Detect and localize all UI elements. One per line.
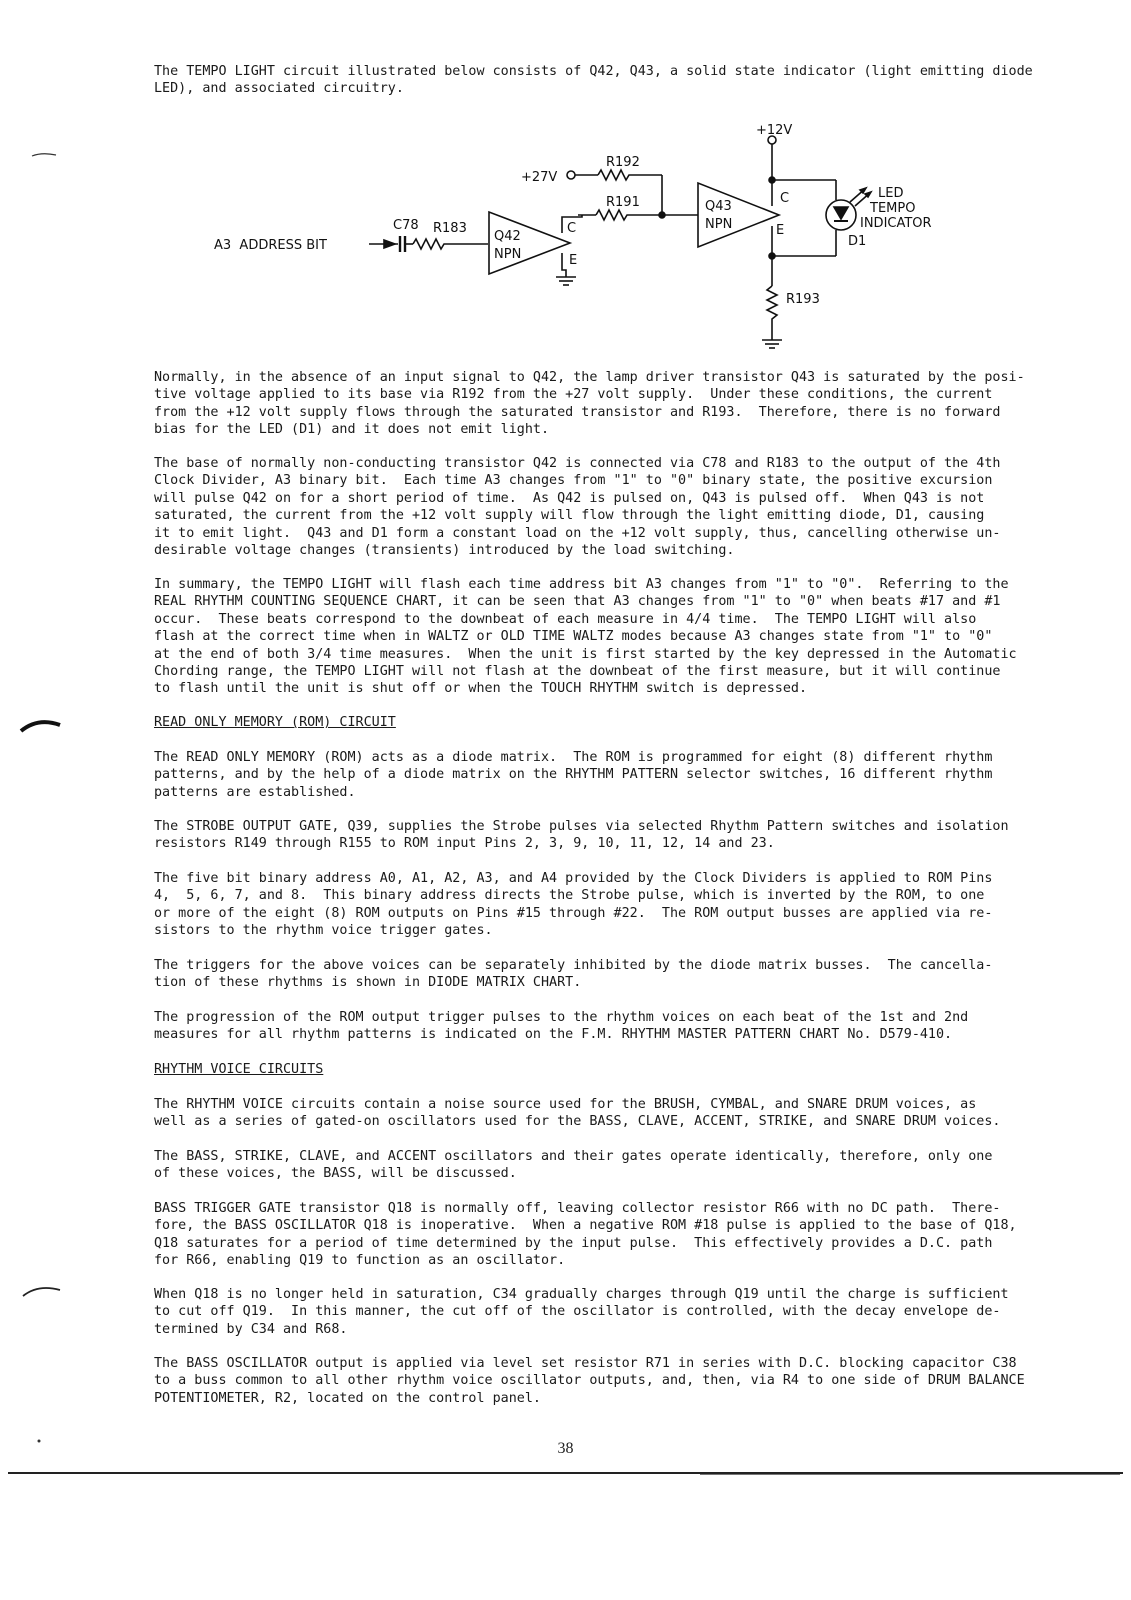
q43-type-label: NPN bbox=[705, 217, 733, 232]
text-line: sistors to the rhythm voice trigger gates. bbox=[154, 923, 493, 939]
text-line: Q18 saturates for a period of time determined by the input pulse. This effectively provides a D.C. path bbox=[154, 1235, 993, 1251]
text-line: Clock Divider, A3 binary bit. Each time A3 changes from "1" to "0" binary state, the positive excursion bbox=[154, 473, 993, 489]
text-line: LED), and associated circuitry. bbox=[154, 81, 404, 97]
text-line: will pulse Q42 on for a short period of time. As Q42 is pulsed on, Q43 is pulsed off. When Q43 is not bbox=[154, 490, 985, 506]
paragraph-progression bbox=[154, 1009, 1104, 1044]
text-line: it to emit light. Q43 and D1 form a constant load on the +12 volt supply, thus, cancelling otherwise un- bbox=[154, 525, 1001, 541]
q43-emitter-label: E bbox=[776, 223, 785, 238]
indicator-label: INDICATOR bbox=[860, 216, 932, 231]
text-line: bias for the LED (D1) and it does not emit light. bbox=[154, 422, 550, 438]
text-line: from the +12 volt supply flows through the saturated transistor and R193. Therefore, there is no forward bbox=[154, 404, 1001, 420]
scan-dot bbox=[36, 1438, 42, 1444]
text-line: of these voices, the BASS, will be discussed. bbox=[154, 1166, 517, 1182]
text-line: at the end of both 3/4 time measures. When the unit is first started by the key depressed in the Automatic bbox=[154, 646, 1017, 662]
text-line: to cut off Q19. In this manner, the cut off of the oscillator is controlled, with the decay envelope de- bbox=[154, 1304, 1001, 1320]
paragraph-normal-state bbox=[154, 369, 1104, 439]
text-line: to a buss common to all other rhythm voice oscillator outputs, and, then, via R4 to one side of DRUM BALANCE bbox=[154, 1373, 1025, 1389]
q42-emitter-label: E bbox=[569, 253, 578, 268]
tempo-light-schematic bbox=[0, 110, 1131, 360]
paragraph-saturation bbox=[154, 1286, 1104, 1338]
text-line: POTENTIOMETER, R2, located on the control panel. bbox=[154, 1390, 541, 1406]
r192-label: R192 bbox=[606, 155, 640, 170]
text-line: or more of the eight (8) ROM outputs on Pins #15 through #22. The ROM output busses are applied via re- bbox=[154, 905, 993, 921]
led-label: LED bbox=[878, 186, 904, 201]
text-line: Chording range, the TEMPO LIGHT will not flash at the downbeat of the first measure, but it will continue bbox=[154, 664, 1001, 680]
text-line: The READ ONLY MEMORY (ROM) acts as a diode matrix. The ROM is programmed for eight (8) different rhythm bbox=[154, 750, 993, 765]
r183-label: R183 bbox=[433, 221, 467, 236]
text-line: occur. These beats correspond to the downbeat of each measure in 4/4 time. The TEMPO LIGHT will also bbox=[154, 611, 977, 627]
text-line: The BASS OSCILLATOR output is applied via level set resistor R71 in series with D.C. blocking capacitor C38 bbox=[154, 1356, 1017, 1371]
a3-address-bit-label: A3 ADDRESS BIT bbox=[214, 238, 327, 253]
text-line: flash at the correct time when in WALTZ or OLD TIME WALTZ modes because A3 changes state from "1" to "0" bbox=[154, 629, 993, 645]
q43-collector-label: C bbox=[780, 191, 790, 206]
paragraph-q42-base bbox=[154, 455, 1104, 559]
page-number: 38 bbox=[557, 1440, 574, 1457]
text-line: 4, 5, 6, 7, and 8. This binary address directs the Strobe pulse, which is inverted by the ROM, to one bbox=[154, 888, 985, 904]
text-line: for R66, enabling Q19 to function as an oscillator. bbox=[154, 1253, 566, 1269]
text-line: When Q18 is no longer held in saturation, C34 gradually charges through Q19 until the charge is sufficient bbox=[154, 1287, 1009, 1302]
text-line: resistors R149 through R155 to ROM input Pins 2, 3, 9, 10, 11, 12, 14 and 23. bbox=[154, 836, 775, 852]
bottom-rule-faint bbox=[700, 1474, 1120, 1475]
intro-paragraph bbox=[154, 63, 1104, 98]
tempo-label: TEMPO bbox=[870, 201, 916, 216]
text-line: The five bit binary address A0, A1, A2, A3, and A4 provided by the Clock Dividers is applied to ROM Pins bbox=[154, 871, 993, 886]
text-line: The BASS, STRIKE, CLAVE, and ACCENT oscillators and their gates operate identically, therefore, only one bbox=[154, 1149, 993, 1164]
text-line: The STROBE OUTPUT GATE, Q39, supplies the Strobe pulses via selected Rhythm Pattern switches and isolation bbox=[154, 819, 1009, 834]
paragraph-strobe bbox=[154, 818, 1104, 853]
text-line: to flash until the unit is shut off or when the TOUCH RHYTHM switch is depressed. bbox=[154, 681, 808, 697]
text-line: The progression of the ROM output trigger pulses to the rhythm voices on each beat of the 1st and 2nd bbox=[154, 1010, 969, 1025]
text-line: measures for all rhythm patterns is indicated on the F.M. RHYTHM MASTER PATTERN CHART No. D579-410. bbox=[154, 1027, 953, 1043]
d1-label: D1 bbox=[848, 234, 867, 249]
text-line: patterns, and by the help of a diode matrix on the RHYTHM PATTERN selector switches, 16 different rhythm bbox=[154, 767, 993, 783]
section-heading-rom: READ ONLY MEMORY (ROM) CIRCUIT bbox=[154, 715, 396, 730]
text-line: tion of these rhythms is shown in DIODE MATRIX CHART. bbox=[154, 975, 582, 991]
r193-label: R193 bbox=[786, 292, 820, 307]
text-line: The RHYTHM VOICE circuits contain a noise source used for the BRUSH, CYMBAL, and SNARE DRUM voices, as bbox=[154, 1097, 977, 1112]
scan-mark-top bbox=[30, 150, 60, 160]
text-line: The base of normally non-conducting transistor Q42 is connected via C78 and R183 to the output of the 4th bbox=[154, 456, 1001, 471]
text-line: well as a series of gated-on oscillators used for the BASS, CLAVE, ACCENT, STRIKE, and SNARE DRUM voices. bbox=[154, 1114, 1001, 1130]
paragraph-binary-address bbox=[154, 870, 1104, 940]
text-line: Normally, in the absence of an input signal to Q42, the lamp driver transistor Q43 is saturated by the posi- bbox=[154, 370, 1025, 385]
text-line: In summary, the TEMPO LIGHT will flash each time address bit A3 changes from "1" to "0". Referring to the bbox=[154, 577, 1009, 592]
text-line: REAL RHYTHM COUNTING SEQUENCE CHART, it can be seen that A3 changes from "1" to "0" when beats #17 and #1 bbox=[154, 594, 1001, 610]
text-line: tive voltage applied to its base via R192 from the +27 volt supply. Under these conditions, the current bbox=[154, 387, 993, 403]
text-line: The triggers for the above voices can be separately inhibited by the diode matrix busses. The cancella- bbox=[154, 958, 993, 973]
paragraph-summary bbox=[154, 576, 1104, 698]
text-line: fore, the BASS OSCILLATOR Q18 is inoperative. When a negative ROM #18 pulse is applied to the base of Q18, bbox=[154, 1218, 1017, 1234]
r191-label: R191 bbox=[606, 195, 640, 210]
paragraph-rom-matrix bbox=[154, 749, 1104, 801]
q42-label: Q42 bbox=[494, 229, 521, 244]
supply-27v-label: +27V bbox=[521, 170, 558, 185]
text-line: BASS TRIGGER GATE transistor Q18 is normally off, leaving collector resistor R66 with no DC path. There- bbox=[154, 1201, 1001, 1216]
c78-label: C78 bbox=[393, 218, 419, 233]
paragraph-rhythm-voice bbox=[154, 1096, 1104, 1131]
punch-hole-mark-middle bbox=[18, 715, 63, 735]
q42-type-label: NPN bbox=[494, 247, 522, 262]
paragraph-bass-output bbox=[154, 1355, 1104, 1407]
q42-collector-label: C bbox=[567, 221, 577, 236]
punch-hole-mark-lower bbox=[20, 1280, 65, 1300]
text-line: saturated, the current from the +12 volt supply will flow through the light emitting diode, D1, causing bbox=[154, 508, 985, 524]
q43-label: Q43 bbox=[705, 199, 732, 214]
text-line: desirable voltage changes (transients) introduced by the load switching. bbox=[154, 543, 735, 559]
text-line: termined by C34 and R68. bbox=[154, 1321, 348, 1337]
section-heading-rhythm-voice: RHYTHM VOICE CIRCUITS bbox=[154, 1062, 324, 1077]
text-line: The TEMPO LIGHT circuit illustrated below consists of Q42, Q43, a solid state indicator (light emitting diode bbox=[154, 64, 1033, 79]
text-line: patterns are established. bbox=[154, 784, 356, 800]
supply-12v-label: +12V bbox=[756, 123, 793, 138]
paragraph-bass-trigger bbox=[154, 1200, 1104, 1270]
paragraph-triggers bbox=[154, 957, 1104, 992]
paragraph-oscillators bbox=[154, 1148, 1104, 1183]
